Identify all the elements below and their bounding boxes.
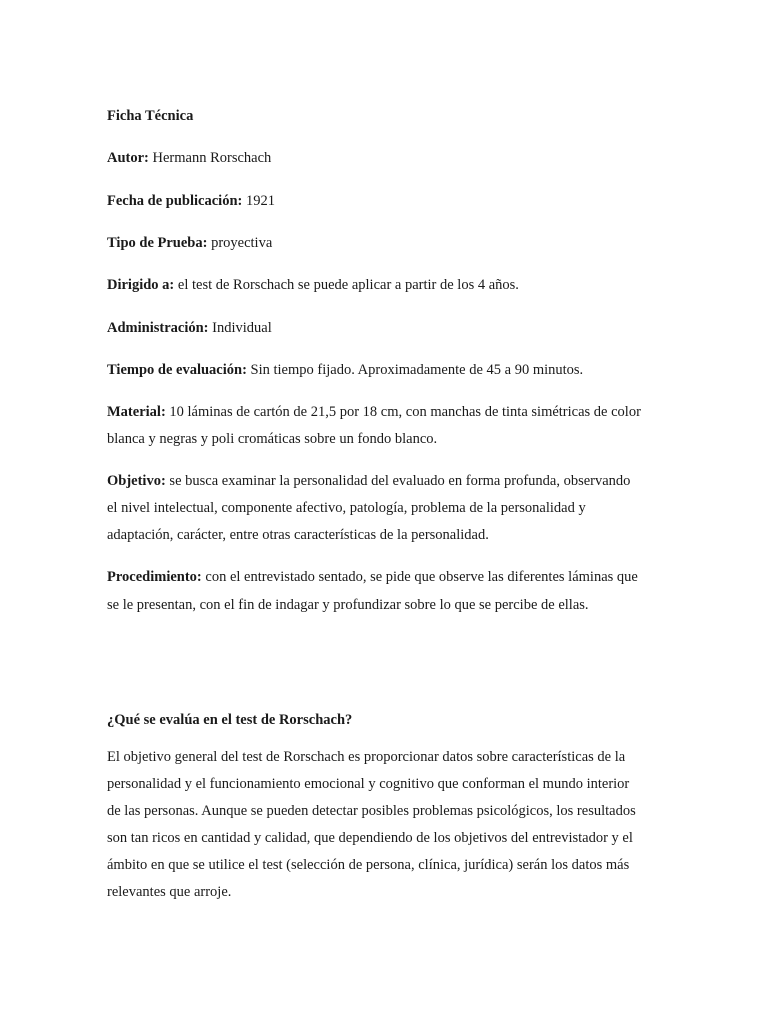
material-label: Material: [107,404,166,420]
tiempo-line [107,361,583,379]
tipo-line [107,234,272,252]
section2-line: de las personas. Aunque se pueden detectar posibles problemas psicológicos, los resultados [107,803,636,819]
material-text-1: 10 láminas de cartón de 21,5 por 18 cm, con manchas de tinta simétricas de color [165,404,641,420]
autor-line [107,149,271,167]
administracion-line [107,319,272,337]
dirigido-line [107,276,519,294]
section2-line: relevantes que arroje. [107,884,232,900]
section2-line: El objetivo general del test de Rorschach es proporcionar datos sobre características de la [107,749,626,765]
objetivo-text-1: se busca examinar la personalidad del evaluado en forma profunda, observando [165,473,631,489]
dirigido-value: el test de Rorschach se puede aplicar a partir de los 4 años. [174,277,519,293]
procedimiento-line-2: se le presentan, con el fin de indagar y profundizar sobre lo que se percibe de ellas. [107,597,589,613]
section2-line: personalidad y el funcionamiento emocional y cognitivo que conforman el mundo interior [107,776,630,792]
tipo-value: proyectiva [207,235,273,251]
section2-heading: ¿Qué se evalúa en el test de Rorschach? [107,712,353,728]
procedimiento-line-1 [107,568,638,586]
objetivo-label: Objetivo: [107,473,166,489]
objetivo-line-3: adaptación, carácter, entre otras características de la personalidad. [107,527,489,543]
administracion-value: Individual [208,320,272,336]
autor-label: Autor: [107,150,149,166]
fecha-label: Fecha de publicación: [107,193,243,209]
procedimiento-label: Procedimiento: [107,569,202,585]
section2-line: son tan ricos en cantidad y calidad, que dependiendo de los objetivos del entrevistador y el [107,830,633,846]
material-line-2: blanca y negras y poli cromáticas sobre un fondo blanco. [107,431,438,447]
fecha-value: 1921 [242,193,275,209]
tipo-label: Tipo de Prueba: [107,235,208,251]
section2-line: ámbito en que se utilice el test (selección de persona, clínica, jurídica) serán los datos más [107,857,630,873]
material-line-1 [107,403,641,421]
administracion-label: Administración: [107,320,209,336]
dirigido-label: Dirigido a: [107,277,175,293]
objetivo-line-1 [107,472,630,490]
ficha-title: Ficha Técnica [107,108,194,124]
objetivo-line-2: el nivel intelectual, componente afectivo, patología, problema de la personalidad y [107,500,586,516]
autor-value: Hermann Rorschach [148,150,272,166]
tiempo-label: Tiempo de evaluación: [107,362,247,378]
tiempo-value: Sin tiempo fijado. Aproximadamente de 45 a 90 minutos. [246,362,584,378]
procedimiento-text-1: con el entrevistado sentado, se pide que observe las diferentes láminas que [201,569,638,585]
fecha-line [107,192,275,210]
